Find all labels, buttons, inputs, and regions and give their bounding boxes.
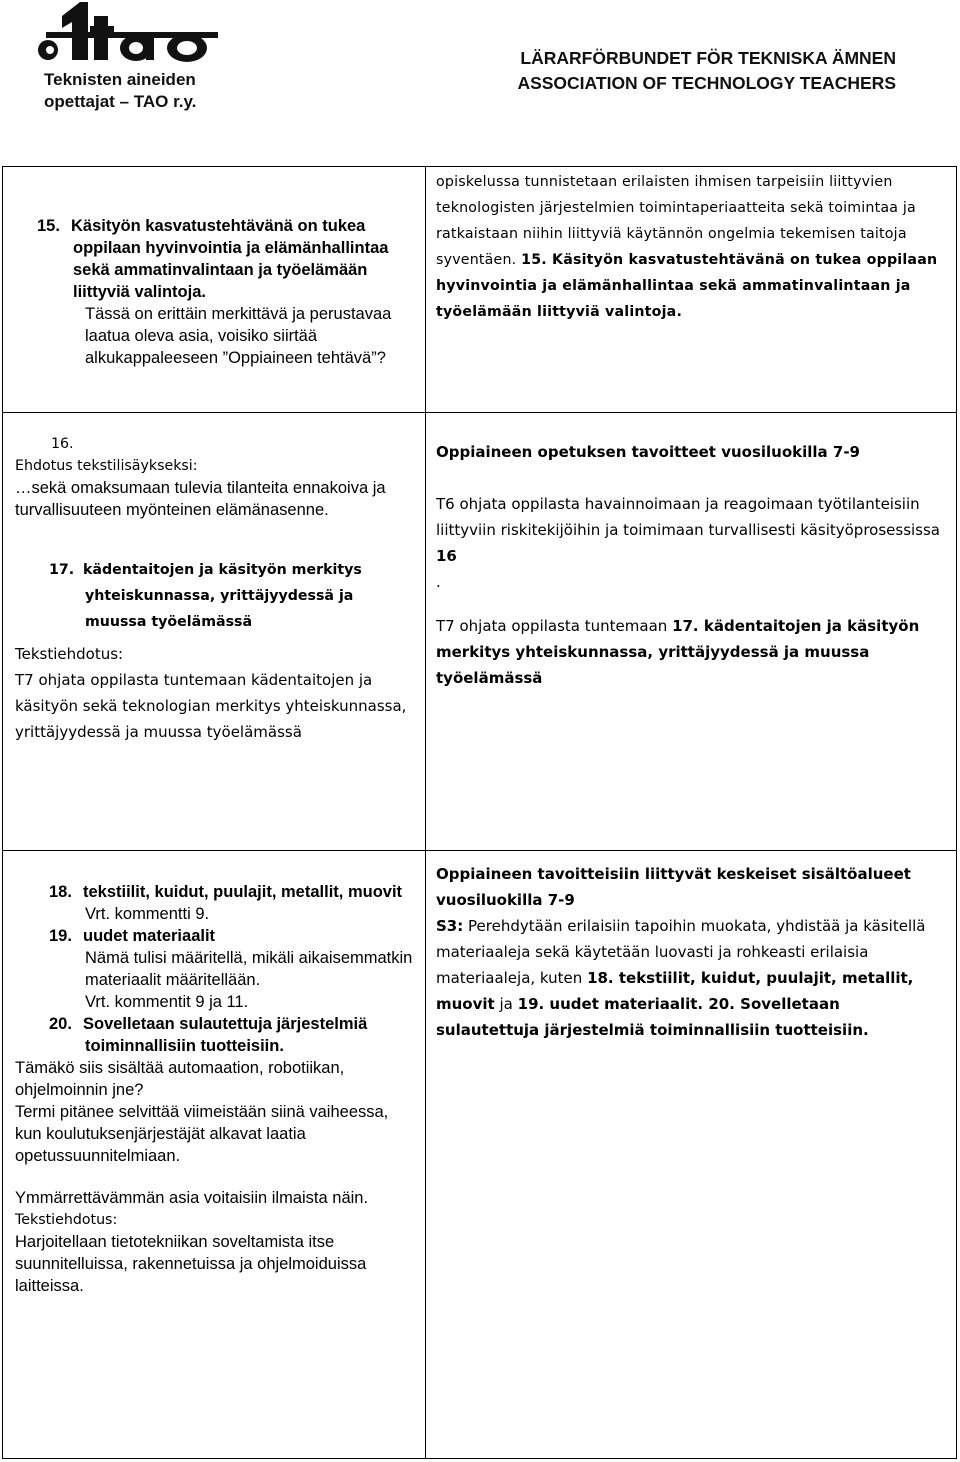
org-name-english: ASSOCIATION OF TECHNOLOGY TEACHERS: [517, 73, 896, 93]
tao-logo-mark-icon: [32, 2, 222, 68]
goal-t6-number: 16: [436, 547, 457, 565]
item-19-comment: Nämä tulisi määritellä, mikäli aikaisemmatkin materiaalit määritellään.: [85, 949, 413, 989]
item-15: [37, 215, 415, 303]
item-15-text: Käsityön kasvatustehtävänä on tukea oppilaan hyvinvointia ja elämänhallintaa sekä ammatinvalintaan ja työelämään liittyviä valintoja.: [71, 217, 389, 301]
goal-t6-dot: .: [436, 573, 441, 591]
goal-t7: [436, 613, 946, 691]
curriculum-cell: [426, 413, 957, 851]
text-suggestion-label: Tekstiehdotus:: [15, 1212, 118, 1228]
curriculum-cell: [426, 851, 957, 1459]
item-number: 18.: [49, 883, 72, 901]
table-row: [3, 413, 957, 851]
item-number: 17.: [49, 562, 75, 578]
item-18-comment: Vrt. kommentti 9.: [85, 905, 210, 923]
comment-cell: [3, 167, 426, 413]
item-15-comment: Tässä on erittäin merkittävä ja perustavaa laatua oleva asia, voisiko siirtää alkukappaleeseen ”Oppiaineen tehtävä”?: [85, 305, 392, 367]
goal-t7-text: T7 ohjata oppilasta tuntemaan: [436, 617, 668, 635]
goals-heading: Oppiaineen opetuksen tavoitteet vuosiluokilla 7-9: [436, 443, 860, 461]
content-areas-heading: Oppiaineen tavoitteisiin liittyvät keskeiset sisältöalueet vuosiluokilla 7-9: [436, 865, 911, 909]
goal-t6-text: T6 ohjata oppilasta havainnoimaan ja reagoimaan työtilanteisiin liittyviin riskitekijöihin ja toimimaan turvallisesti käsityöprosessissa: [436, 495, 940, 539]
item-19-text: uudet materiaalit: [83, 927, 216, 945]
suggestion-text: …sekä omaksumaan tulevia tilanteita ennakoiva ja turvallisuuteen myönteinen elämänasenne.: [15, 479, 386, 519]
org-name-swedish: LÄRARFÖRBUNDET FÖR TEKNISKA ÄMNEN: [520, 48, 896, 68]
s3-conjunction: ja: [499, 995, 513, 1013]
s3-text: Perehdytään erilaisiin tapoihin muokata, yhdistää ja käsitellä materiaaleja sekä käytetään luovasti ja rohkeasti erilaisia materiaaleja, kuten: [436, 917, 926, 987]
curriculum-cell: [426, 167, 957, 413]
item-20: [49, 1013, 415, 1057]
s3-item-18: 18. tekstiilit, kuidut, puulajit, metallit, muovit: [436, 969, 914, 1013]
item-19-reference: Vrt. kommentit 9 ja 11.: [85, 993, 249, 1011]
comment-cell: [3, 851, 426, 1459]
text-suggestion-label: Tekstiehdotus:: [15, 645, 124, 663]
text-suggestion: Harjoitellaan tietotekniikan soveltamista itse suunnitelluissa, rakennetuissa ja ohjelmoiduissa laitteissa.: [15, 1233, 367, 1295]
item-20-text: Sovelletaan sulautettuja järjestelmiä toiminnallisiin tuotteisiin.: [83, 1015, 368, 1055]
goal-t7-highlight: 17. kädentaitojen ja käsityön merkitys yhteiskunnassa, yrittäjyydessä ja muussa työelämässä: [436, 617, 920, 687]
item-18: [49, 881, 415, 903]
question-automation: Tämäkö siis sisältää automaation, robotiikan, ohjelmoinnin jne?: [15, 1059, 345, 1099]
item-18-text: tekstiilit, kuidut, puulajit, metallit, muovit: [83, 883, 403, 901]
logo-text-line2: opettajat – TAO r.y.: [44, 92, 197, 111]
tao-logo: [32, 2, 222, 114]
item-number: 15.: [37, 217, 60, 235]
question-term: Termi pitänee selvittää viimeistään siinä vaiheessa, kun koulutuksenjärjestäjät alkavat laatia opetussuunnitelmiaan.: [15, 1103, 389, 1165]
text-suggestion: T7 ohjata oppilasta tuntemaan kädentaitojen ja käsityön sekä teknologian merkitys yhteiskunnassa, yrittäjyydessä ja muussa työelämässä: [15, 671, 407, 741]
table-row: [3, 851, 957, 1459]
table-row: [3, 167, 957, 413]
item-19: [49, 925, 415, 947]
item-17: [49, 557, 415, 635]
item-number: 20.: [49, 1015, 72, 1033]
logo-text-line1: Teknisten aineiden: [44, 70, 196, 89]
comparison-table: [2, 166, 957, 1459]
item-16-number: 16.: [51, 436, 74, 452]
comment-cell: [3, 413, 426, 851]
curriculum-text: opiskelussa tunnistetaan erilaisten ihmisen tarpeisiin liittyvien teknologisten järjestelmien toimintaperiaatteita sekä toimintaa ja ratkaistaan niihin liittyviä käytännön ongelmia tekemisen taitoja syventäen.: [436, 174, 916, 268]
s3-label: S3:: [436, 917, 464, 935]
goal-t6: [436, 491, 946, 569]
suggestion-label: Ehdotus tekstilisäykseksi:: [15, 458, 198, 474]
organization-name: [517, 46, 896, 96]
clarity-comment: Ymmärrettävämmän asia voitaisiin ilmaista näin.: [15, 1189, 369, 1207]
page-header: [0, 0, 960, 160]
curriculum-highlight: 15. Käsityön kasvatustehtävänä on tukea oppilaan hyvinvointia ja elämänhallintaa sekä ammatinvalintaan ja työelämään liittyviä valintoja.: [436, 252, 938, 320]
s3-items-19-20: 19. uudet materiaalit. 20. Sovelletaan sulautettuja järjestelmiä toiminnallisiin tuotteisiin.: [436, 995, 869, 1039]
item-number: 19.: [49, 927, 72, 945]
item-17-text: kädentaitojen ja käsityön merkitys yhteiskunnassa, yrittäjyydessä ja muussa työelämässä: [83, 562, 362, 630]
content-area-s3: [436, 913, 946, 1043]
